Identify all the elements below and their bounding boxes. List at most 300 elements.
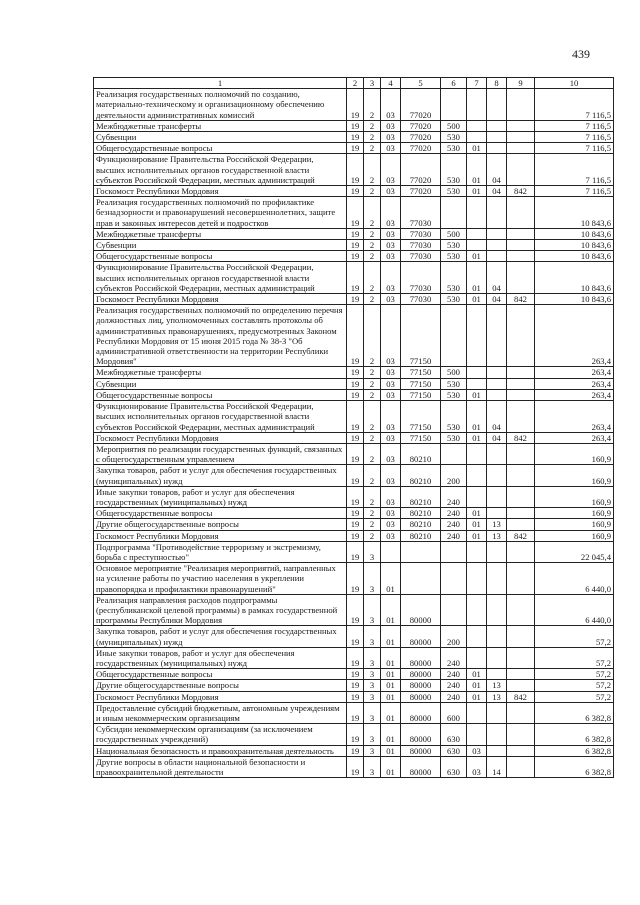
row-code-col9 bbox=[507, 132, 535, 143]
row-code-col5: 77020 bbox=[401, 132, 441, 143]
row-code-col6: 530 bbox=[441, 240, 467, 251]
row-code-col3: 2 bbox=[364, 432, 381, 443]
row-code-col6: 530 bbox=[441, 186, 467, 197]
row-name-cell: Реализация государственных полномочий по определению перечня должностных лиц, уполномоченных составлять протоколы об административных правонарушениях, предусмотренных Законом Республики Мордовия от 15 июня 2015 года № 38-З "Об административной ответственности на территории Республики Мордовия" bbox=[94, 305, 347, 367]
row-code-col9 bbox=[507, 367, 535, 378]
row-code-col5: 77150 bbox=[401, 305, 441, 367]
row-name-cell: Закупка товаров, работ и услуг для обеспечения государственных (муниципальных) нужд bbox=[94, 465, 347, 486]
col-header-8: 8 bbox=[487, 78, 507, 89]
row-name-cell: Госкомост Республики Мордовия bbox=[94, 530, 347, 541]
row-code-col3: 3 bbox=[364, 563, 381, 595]
row-name-cell: Иные закупки товаров, работ и услуг для обеспечения государственных (муниципальных) нужд bbox=[94, 486, 347, 507]
row-code-col7 bbox=[467, 465, 487, 486]
row-code-col3: 2 bbox=[364, 132, 381, 143]
row-code-col3: 3 bbox=[364, 541, 381, 562]
row-code-col6 bbox=[441, 541, 467, 562]
row-code-col2: 19 bbox=[347, 486, 364, 507]
row-code-col3: 2 bbox=[364, 305, 381, 367]
row-name-cell: Общегосударственные вопросы bbox=[94, 143, 347, 154]
row-name-cell: Функционирование Правительства Российской Федерации, высших исполнительных органов государственной власти субъектов Российской Федерации, местных администраций bbox=[94, 262, 347, 294]
row-amount-cell: 57,2 bbox=[535, 647, 614, 668]
row-code-col6 bbox=[441, 563, 467, 595]
table-row bbox=[94, 486, 614, 507]
row-code-col4: 03 bbox=[381, 262, 401, 294]
col-header-5: 5 bbox=[401, 78, 441, 89]
row-code-col2: 19 bbox=[347, 702, 364, 723]
row-code-col5: 80000 bbox=[401, 669, 441, 680]
row-code-col7 bbox=[467, 378, 487, 389]
row-code-col5: 77020 bbox=[401, 89, 441, 121]
row-code-col8 bbox=[487, 228, 507, 239]
row-code-col7 bbox=[467, 132, 487, 143]
row-code-col8 bbox=[487, 378, 507, 389]
row-code-col8 bbox=[487, 132, 507, 143]
row-code-col7 bbox=[467, 724, 487, 745]
row-code-col4: 01 bbox=[381, 626, 401, 647]
row-code-col9 bbox=[507, 647, 535, 668]
row-code-col5: 80000 bbox=[401, 594, 441, 626]
row-code-col9 bbox=[507, 594, 535, 626]
row-code-col3: 2 bbox=[364, 378, 381, 389]
row-code-col3: 2 bbox=[364, 120, 381, 131]
row-code-col9 bbox=[507, 143, 535, 154]
row-code-col6: 240 bbox=[441, 508, 467, 519]
row-code-col7 bbox=[467, 443, 487, 464]
row-name-cell: Закупка товаров, работ и услуг для обеспечения государственных (муниципальных) нужд bbox=[94, 626, 347, 647]
row-code-col7: 01 bbox=[467, 669, 487, 680]
row-code-col5: 80000 bbox=[401, 626, 441, 647]
row-code-col5: 77030 bbox=[401, 240, 441, 251]
row-code-col9: 842 bbox=[507, 294, 535, 305]
row-code-col7: 01 bbox=[467, 294, 487, 305]
row-code-col7 bbox=[467, 486, 487, 507]
row-name-cell: Субвенции bbox=[94, 378, 347, 389]
row-code-col7: 01 bbox=[467, 432, 487, 443]
row-name-cell: Другие общегосударственные вопросы bbox=[94, 680, 347, 691]
row-code-col5: 77030 bbox=[401, 251, 441, 262]
table-row bbox=[94, 519, 614, 530]
row-code-col7 bbox=[467, 240, 487, 251]
row-code-col8 bbox=[487, 745, 507, 756]
row-code-col5: 77020 bbox=[401, 186, 441, 197]
row-code-col4: 01 bbox=[381, 647, 401, 668]
row-amount-cell: 57,2 bbox=[535, 680, 614, 691]
row-code-col5: 80210 bbox=[401, 486, 441, 507]
row-amount-cell: 263,4 bbox=[535, 401, 614, 433]
row-code-col3: 3 bbox=[364, 724, 381, 745]
row-code-col5: 77150 bbox=[401, 432, 441, 443]
row-code-col4: 03 bbox=[381, 378, 401, 389]
row-code-col6: 530 bbox=[441, 389, 467, 400]
row-code-col5: 80210 bbox=[401, 519, 441, 530]
row-code-col9 bbox=[507, 745, 535, 756]
row-code-col2: 19 bbox=[347, 132, 364, 143]
row-amount-cell: 263,4 bbox=[535, 389, 614, 400]
row-code-col5: 80210 bbox=[401, 530, 441, 541]
row-code-col8 bbox=[487, 626, 507, 647]
table-row bbox=[94, 465, 614, 486]
row-code-col7 bbox=[467, 89, 487, 121]
row-code-col2: 19 bbox=[347, 530, 364, 541]
row-code-col5: 77020 bbox=[401, 143, 441, 154]
row-amount-cell: 6 382,8 bbox=[535, 745, 614, 756]
table-row bbox=[94, 389, 614, 400]
table-row bbox=[94, 647, 614, 668]
row-code-col3: 2 bbox=[364, 389, 381, 400]
row-code-col8 bbox=[487, 702, 507, 723]
row-code-col6: 530 bbox=[441, 143, 467, 154]
row-amount-cell: 7 116,5 bbox=[535, 120, 614, 131]
row-code-col7: 01 bbox=[467, 186, 487, 197]
row-amount-cell: 6 440,0 bbox=[535, 594, 614, 626]
row-code-col9 bbox=[507, 669, 535, 680]
table-row bbox=[94, 724, 614, 745]
row-code-col6: 240 bbox=[441, 669, 467, 680]
row-amount-cell: 10 843,6 bbox=[535, 197, 614, 229]
row-code-col8 bbox=[487, 389, 507, 400]
row-code-col7: 03 bbox=[467, 745, 487, 756]
row-code-col2: 19 bbox=[347, 443, 364, 464]
row-code-col5: 80000 bbox=[401, 691, 441, 702]
row-code-col2: 19 bbox=[347, 669, 364, 680]
table-row bbox=[94, 262, 614, 294]
row-name-cell: Общегосударственные вопросы bbox=[94, 508, 347, 519]
row-code-col9 bbox=[507, 89, 535, 121]
row-code-col7 bbox=[467, 197, 487, 229]
row-amount-cell: 10 843,6 bbox=[535, 228, 614, 239]
row-code-col8: 14 bbox=[487, 756, 507, 777]
row-code-col6: 630 bbox=[441, 756, 467, 777]
row-code-col3: 2 bbox=[364, 228, 381, 239]
row-amount-cell: 7 116,5 bbox=[535, 154, 614, 186]
row-code-col6 bbox=[441, 89, 467, 121]
row-code-col4: 01 bbox=[381, 669, 401, 680]
row-code-col8 bbox=[487, 143, 507, 154]
table-row bbox=[94, 563, 614, 595]
row-code-col6: 240 bbox=[441, 519, 467, 530]
row-code-col9 bbox=[507, 702, 535, 723]
col-header-3: 3 bbox=[364, 78, 381, 89]
row-code-col3: 2 bbox=[364, 294, 381, 305]
row-code-col5: 77020 bbox=[401, 154, 441, 186]
row-code-col4: 03 bbox=[381, 508, 401, 519]
row-code-col4: 03 bbox=[381, 305, 401, 367]
row-code-col8: 04 bbox=[487, 401, 507, 433]
row-code-col6: 240 bbox=[441, 680, 467, 691]
table-row bbox=[94, 669, 614, 680]
row-code-col8: 04 bbox=[487, 186, 507, 197]
row-code-col7: 01 bbox=[467, 519, 487, 530]
row-code-col4: 03 bbox=[381, 519, 401, 530]
row-code-col9 bbox=[507, 680, 535, 691]
row-code-col4: 03 bbox=[381, 143, 401, 154]
row-code-col8 bbox=[487, 465, 507, 486]
row-code-col8 bbox=[487, 647, 507, 668]
row-code-col2: 19 bbox=[347, 626, 364, 647]
row-code-col5: 80000 bbox=[401, 756, 441, 777]
row-amount-cell: 263,4 bbox=[535, 367, 614, 378]
row-code-col9 bbox=[507, 541, 535, 562]
row-code-col7: 01 bbox=[467, 680, 487, 691]
row-code-col2: 19 bbox=[347, 228, 364, 239]
row-code-col2: 19 bbox=[347, 401, 364, 433]
row-code-col2: 19 bbox=[347, 691, 364, 702]
row-code-col9 bbox=[507, 465, 535, 486]
row-code-col8 bbox=[487, 594, 507, 626]
row-amount-cell: 57,2 bbox=[535, 626, 614, 647]
row-code-col5: 77030 bbox=[401, 294, 441, 305]
row-code-col7 bbox=[467, 541, 487, 562]
row-code-col8: 04 bbox=[487, 262, 507, 294]
row-code-col3: 3 bbox=[364, 691, 381, 702]
table-row bbox=[94, 120, 614, 131]
row-code-col2: 19 bbox=[347, 186, 364, 197]
row-name-cell: Реализация государственных полномочий по созданию, материально-техническому и организационному обеспечению деятельности административных комиссий bbox=[94, 89, 347, 121]
row-code-col4: 01 bbox=[381, 680, 401, 691]
row-amount-cell: 263,4 bbox=[535, 432, 614, 443]
page-number: 439 bbox=[572, 47, 590, 61]
row-name-cell: Реализация направления расходов подпрограммы (республиканской целевой программы) в рамках государственной программы Республики Мордовия bbox=[94, 594, 347, 626]
row-code-col2: 19 bbox=[347, 154, 364, 186]
table-row bbox=[94, 89, 614, 121]
row-code-col4: 01 bbox=[381, 594, 401, 626]
row-code-col5: 77030 bbox=[401, 262, 441, 294]
row-name-cell: Общегосударственные вопросы bbox=[94, 251, 347, 262]
row-code-col7: 01 bbox=[467, 389, 487, 400]
row-code-col8: 04 bbox=[487, 294, 507, 305]
row-amount-cell: 263,4 bbox=[535, 378, 614, 389]
row-amount-cell: 263,4 bbox=[535, 305, 614, 367]
row-code-col6: 500 bbox=[441, 367, 467, 378]
row-code-col9 bbox=[507, 228, 535, 239]
row-code-col9 bbox=[507, 389, 535, 400]
row-code-col2: 19 bbox=[347, 262, 364, 294]
row-code-col5: 77020 bbox=[401, 120, 441, 131]
row-code-col7: 01 bbox=[467, 251, 487, 262]
row-name-cell: Госкомост Республики Мордовия bbox=[94, 432, 347, 443]
row-name-cell: Иные закупки товаров, работ и услуг для обеспечения государственных (муниципальных) нужд bbox=[94, 647, 347, 668]
row-code-col8 bbox=[487, 486, 507, 507]
row-name-cell: Другие вопросы в области национальной безопасности и правоохранительной деятельности bbox=[94, 756, 347, 777]
row-code-col2: 19 bbox=[347, 240, 364, 251]
row-name-cell: Межбюджетные трансферты bbox=[94, 367, 347, 378]
row-code-col2: 19 bbox=[347, 508, 364, 519]
table-row bbox=[94, 228, 614, 239]
row-code-col4: 03 bbox=[381, 465, 401, 486]
row-name-cell: Предоставление субсидий бюджетным, автономным учреждениям и иным некоммерческим организациям bbox=[94, 702, 347, 723]
row-code-col8 bbox=[487, 669, 507, 680]
row-code-col6: 530 bbox=[441, 432, 467, 443]
table-row bbox=[94, 702, 614, 723]
row-code-col8: 04 bbox=[487, 154, 507, 186]
row-code-col4: 01 bbox=[381, 724, 401, 745]
row-amount-cell: 10 843,6 bbox=[535, 240, 614, 251]
row-amount-cell: 57,2 bbox=[535, 691, 614, 702]
row-code-col8: 13 bbox=[487, 519, 507, 530]
row-code-col4: 03 bbox=[381, 401, 401, 433]
row-name-cell: Функционирование Правительства Российской Федерации, высших исполнительных органов государственной власти субъектов Российской Федерации, местных администраций bbox=[94, 154, 347, 186]
row-code-col6: 600 bbox=[441, 702, 467, 723]
row-code-col8 bbox=[487, 508, 507, 519]
row-code-col4: 03 bbox=[381, 154, 401, 186]
row-code-col6 bbox=[441, 197, 467, 229]
row-code-col7: 03 bbox=[467, 756, 487, 777]
row-code-col3: 3 bbox=[364, 756, 381, 777]
row-code-col9: 842 bbox=[507, 186, 535, 197]
row-code-col2: 19 bbox=[347, 756, 364, 777]
table-row bbox=[94, 594, 614, 626]
row-amount-cell: 7 116,5 bbox=[535, 132, 614, 143]
row-code-col9 bbox=[507, 240, 535, 251]
row-code-col8: 13 bbox=[487, 691, 507, 702]
row-code-col6 bbox=[441, 594, 467, 626]
row-code-col8 bbox=[487, 89, 507, 121]
row-code-col6: 530 bbox=[441, 132, 467, 143]
row-name-cell: Межбюджетные трансферты bbox=[94, 228, 347, 239]
row-code-col3: 2 bbox=[364, 262, 381, 294]
row-code-col3: 2 bbox=[364, 465, 381, 486]
row-code-col9: 842 bbox=[507, 691, 535, 702]
row-code-col3: 2 bbox=[364, 186, 381, 197]
row-name-cell: Основное мероприятие "Реализация мероприятий, направленных на усиление работы по участию населения в укреплении правопорядка и профилактики правонарушений" bbox=[94, 563, 347, 595]
row-code-col6: 200 bbox=[441, 465, 467, 486]
table-row bbox=[94, 745, 614, 756]
row-code-col3: 2 bbox=[364, 367, 381, 378]
row-code-col2: 19 bbox=[347, 143, 364, 154]
row-code-col5: 77150 bbox=[401, 378, 441, 389]
table-row bbox=[94, 530, 614, 541]
row-name-cell: Госкомост Республики Мордовия bbox=[94, 186, 347, 197]
col-header-9: 9 bbox=[507, 78, 535, 89]
row-code-col5: 80000 bbox=[401, 647, 441, 668]
row-code-col9 bbox=[507, 401, 535, 433]
row-code-col7: 01 bbox=[467, 530, 487, 541]
row-code-col3: 2 bbox=[364, 89, 381, 121]
row-code-col9 bbox=[507, 305, 535, 367]
row-code-col3: 2 bbox=[364, 508, 381, 519]
row-amount-cell: 6 382,8 bbox=[535, 702, 614, 723]
row-code-col2: 19 bbox=[347, 432, 364, 443]
col-header-7: 7 bbox=[467, 78, 487, 89]
row-code-col7: 01 bbox=[467, 154, 487, 186]
row-code-col4: 03 bbox=[381, 294, 401, 305]
row-code-col2: 19 bbox=[347, 378, 364, 389]
table-row bbox=[94, 240, 614, 251]
row-code-col2: 19 bbox=[347, 389, 364, 400]
row-name-cell: Мероприятия по реализации государственных функций, связанных с общегосударственным управлением bbox=[94, 443, 347, 464]
row-name-cell: Межбюджетные трансферты bbox=[94, 120, 347, 131]
row-code-col2: 19 bbox=[347, 519, 364, 530]
row-code-col5: 80210 bbox=[401, 508, 441, 519]
row-code-col3: 3 bbox=[364, 745, 381, 756]
table-row bbox=[94, 294, 614, 305]
row-code-col7 bbox=[467, 594, 487, 626]
row-code-col9 bbox=[507, 756, 535, 777]
row-code-col6: 530 bbox=[441, 251, 467, 262]
row-code-col2: 19 bbox=[347, 305, 364, 367]
row-code-col9 bbox=[507, 519, 535, 530]
row-code-col3: 2 bbox=[364, 251, 381, 262]
row-code-col2: 19 bbox=[347, 251, 364, 262]
row-code-col4: 03 bbox=[381, 228, 401, 239]
row-code-col8 bbox=[487, 541, 507, 562]
budget-table-container bbox=[93, 77, 613, 778]
row-code-col4: 03 bbox=[381, 186, 401, 197]
row-code-col7 bbox=[467, 367, 487, 378]
row-code-col3: 2 bbox=[364, 519, 381, 530]
row-amount-cell: 7 116,5 bbox=[535, 186, 614, 197]
row-code-col4: 03 bbox=[381, 432, 401, 443]
row-code-col3: 3 bbox=[364, 669, 381, 680]
table-row bbox=[94, 143, 614, 154]
row-code-col4: 03 bbox=[381, 530, 401, 541]
row-code-col5: 77030 bbox=[401, 197, 441, 229]
row-amount-cell: 160,9 bbox=[535, 465, 614, 486]
row-code-col3: 2 bbox=[364, 530, 381, 541]
row-code-col6: 500 bbox=[441, 120, 467, 131]
row-name-cell: Общегосударственные вопросы bbox=[94, 669, 347, 680]
table-row bbox=[94, 626, 614, 647]
row-code-col4: 03 bbox=[381, 132, 401, 143]
row-code-col5: 77150 bbox=[401, 389, 441, 400]
row-code-col6: 530 bbox=[441, 378, 467, 389]
row-code-col4 bbox=[381, 541, 401, 562]
budget-table bbox=[93, 77, 614, 778]
row-code-col5: 80210 bbox=[401, 443, 441, 464]
row-code-col9 bbox=[507, 251, 535, 262]
row-code-col5: 80000 bbox=[401, 745, 441, 756]
col-header-2: 2 bbox=[347, 78, 364, 89]
row-name-cell: Субсидии некоммерческим организациям (за исключением государственных учреждений) bbox=[94, 724, 347, 745]
row-code-col5: 80000 bbox=[401, 702, 441, 723]
row-code-col7 bbox=[467, 647, 487, 668]
row-name-cell: Госкомост Республики Мордовия bbox=[94, 294, 347, 305]
row-code-col6 bbox=[441, 305, 467, 367]
row-name-cell: Госкомост Республики Мордовия bbox=[94, 691, 347, 702]
row-name-cell: Подпрограмма "Противодействие терроризму и экстремизму, борьба с преступностью" bbox=[94, 541, 347, 562]
row-code-col7 bbox=[467, 305, 487, 367]
row-code-col9 bbox=[507, 486, 535, 507]
row-code-col6: 240 bbox=[441, 647, 467, 668]
row-code-col6: 200 bbox=[441, 626, 467, 647]
table-row bbox=[94, 443, 614, 464]
row-code-col9: 842 bbox=[507, 432, 535, 443]
table-row bbox=[94, 541, 614, 562]
row-code-col2: 19 bbox=[347, 680, 364, 691]
table-row bbox=[94, 691, 614, 702]
row-code-col5: 77030 bbox=[401, 228, 441, 239]
row-code-col4: 01 bbox=[381, 691, 401, 702]
row-code-col9 bbox=[507, 508, 535, 519]
row-code-col9 bbox=[507, 443, 535, 464]
row-code-col2: 19 bbox=[347, 563, 364, 595]
row-code-col5: 77150 bbox=[401, 367, 441, 378]
row-code-col2: 19 bbox=[347, 724, 364, 745]
row-name-cell: Национальная безопасность и правоохранительная деятельность bbox=[94, 745, 347, 756]
table-row bbox=[94, 432, 614, 443]
table-row bbox=[94, 154, 614, 186]
row-code-col4: 03 bbox=[381, 486, 401, 507]
row-code-col4: 03 bbox=[381, 89, 401, 121]
row-code-col6: 500 bbox=[441, 228, 467, 239]
table-row bbox=[94, 197, 614, 229]
row-code-col4: 01 bbox=[381, 756, 401, 777]
row-code-col9 bbox=[507, 154, 535, 186]
row-amount-cell: 57,2 bbox=[535, 669, 614, 680]
row-code-col3: 2 bbox=[364, 143, 381, 154]
row-code-col4: 03 bbox=[381, 389, 401, 400]
row-code-col3: 2 bbox=[364, 240, 381, 251]
